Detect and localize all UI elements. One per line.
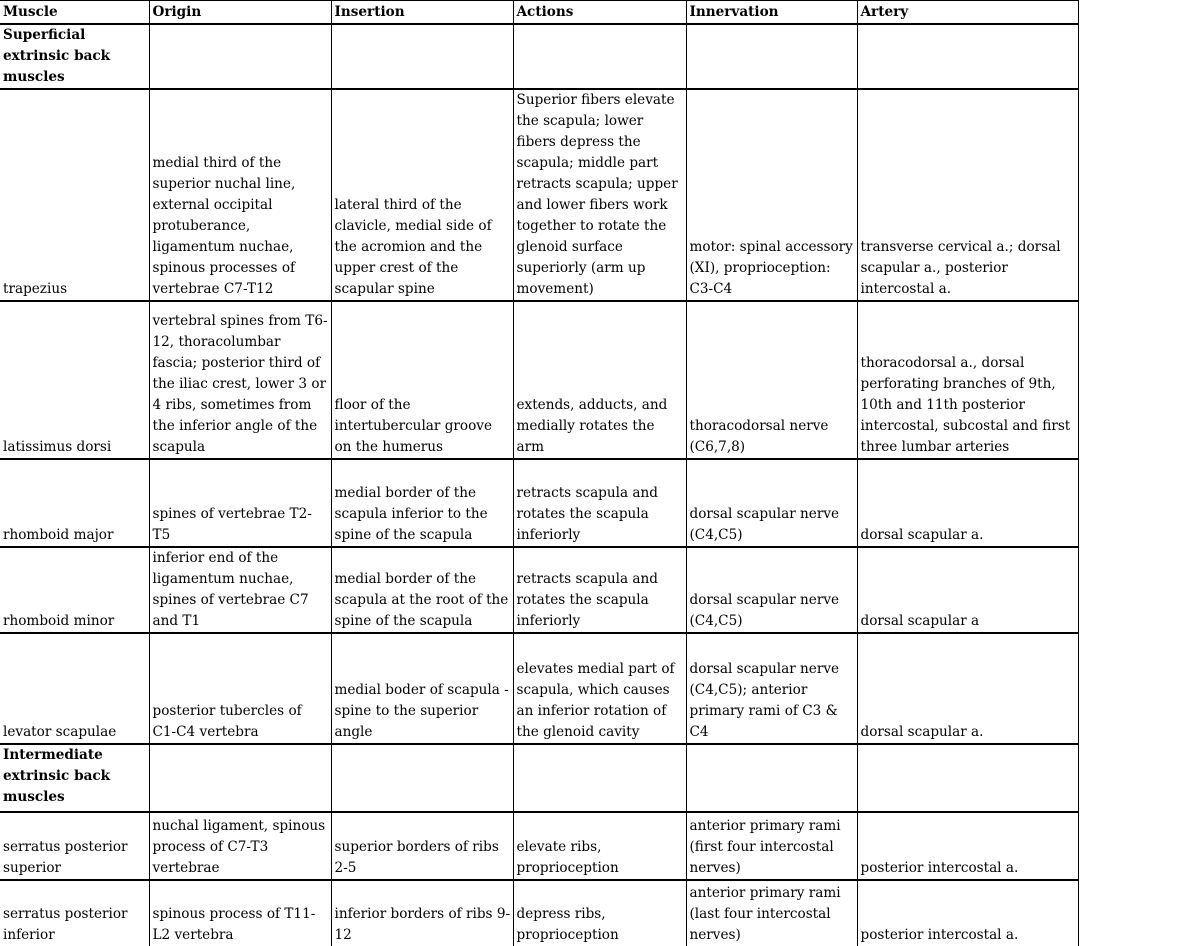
empty-cell (857, 744, 1078, 812)
cell-actions: elevate ribs, proprioception (513, 812, 686, 880)
cell-innervation: motor: spinal accessory (XI), proprioception: C3-C4 (686, 89, 857, 301)
cell-actions: extends, adducts, and medially rotates the arm (513, 301, 686, 459)
cell-insertion: medial boder of scapula - spine to the superior angle (331, 633, 513, 744)
cell-muscle: levator scapulae (0, 633, 149, 744)
empty-cell (149, 24, 331, 89)
cell-artery: thoracodorsal a., dorsal perforating branches of 9th, 10th and 11th posterior intercostal, subcostal and first three lumbar arteries (857, 301, 1078, 459)
empty-cell (686, 24, 857, 89)
table-row (0, 812, 1078, 880)
cell-innervation: anterior primary rami (first four intercostal nerves) (686, 812, 857, 880)
table-row (0, 301, 1078, 459)
cell-actions: Superior fibers elevate the scapula; lower fibers depress the scapula; middle part retracts scapula; upper and lower fibers work together to rotate the glenoid surface superiorly (arm up movement) (513, 89, 686, 301)
section-row-intermediate (0, 744, 1078, 812)
cell-insertion: lateral third of the clavicle, medial side of the acromion and the upper crest of the scapular spine (331, 89, 513, 301)
cell-innervation: dorsal scapular nerve (C4,C5) (686, 459, 857, 547)
cell-innervation: anterior primary rami (last four intercostal nerves) (686, 880, 857, 946)
cell-origin: posterior tubercles of C1-C4 vertebra (149, 633, 331, 744)
cell-insertion: superior borders of ribs 2-5 (331, 812, 513, 880)
table-row (0, 880, 1078, 946)
cell-origin: spines of vertebrae T2-T5 (149, 459, 331, 547)
empty-cell (331, 24, 513, 89)
cell-actions: retracts scapula and rotates the scapula inferiorly (513, 547, 686, 633)
table-row (0, 633, 1078, 744)
header-insertion: Insertion (331, 1, 513, 24)
cell-artery: dorsal scapular a (857, 547, 1078, 633)
empty-cell (857, 24, 1078, 89)
cell-artery: dorsal scapular a. (857, 633, 1078, 744)
empty-cell (513, 744, 686, 812)
empty-cell (331, 744, 513, 812)
cell-insertion: floor of the intertubercular groove on the humerus (331, 301, 513, 459)
empty-cell (686, 744, 857, 812)
section-row-superficial (0, 24, 1078, 89)
cell-muscle: serratus posterior superior (0, 812, 149, 880)
cell-origin: vertebral spines from T6-12, thoracolumbar fascia; posterior third of the iliac crest, lower 3 or 4 ribs, sometimes from the inferior angle of the scapula (149, 301, 331, 459)
cell-origin: medial third of the superior nuchal line, external occipital protuberance, ligamentum nuchae, spinous processes of vertebrae C7-T12 (149, 89, 331, 301)
cell-origin: spinous process of T11-L2 vertebra (149, 880, 331, 946)
cell-innervation: thoracodorsal nerve (C6,7,8) (686, 301, 857, 459)
cell-actions: elevates medial part of scapula, which causes an inferior rotation of the glenoid cavity (513, 633, 686, 744)
cell-muscle: rhomboid major (0, 459, 149, 547)
cell-origin: inferior end of the ligamentum nuchae, spines of vertebrae C7 and T1 (149, 547, 331, 633)
cell-innervation: dorsal scapular nerve (C4,C5); anterior primary rami of C3 & C4 (686, 633, 857, 744)
cell-artery: posterior intercostal a. (857, 812, 1078, 880)
table-row (0, 547, 1078, 633)
cell-actions: retracts scapula and rotates the scapula inferiorly (513, 459, 686, 547)
header-innervation: Innervation (686, 1, 857, 24)
cell-muscle: rhomboid minor (0, 547, 149, 633)
section-label-superficial: Superficial extrinsic back muscles (0, 24, 149, 89)
cell-artery: transverse cervical a.; dorsal scapular a., posterior intercostal a. (857, 89, 1078, 301)
table-row (0, 89, 1078, 301)
header-row (0, 1, 1078, 24)
cell-artery: dorsal scapular a. (857, 459, 1078, 547)
cell-insertion: medial border of the scapula inferior to the spine of the scapula (331, 459, 513, 547)
cell-innervation: dorsal scapular nerve (C4,C5) (686, 547, 857, 633)
table-row (0, 459, 1078, 547)
header-artery: Artery (857, 1, 1078, 24)
empty-cell (149, 744, 331, 812)
cell-actions: depress ribs, proprioception (513, 880, 686, 946)
cell-muscle: trapezius (0, 89, 149, 301)
header-origin: Origin (149, 1, 331, 24)
section-label-intermediate: Intermediate extrinsic back muscles (0, 744, 149, 812)
cell-origin: nuchal ligament, spinous process of C7-T3 vertebrae (149, 812, 331, 880)
cell-muscle: latissimus dorsi (0, 301, 149, 459)
cell-insertion: inferior borders of ribs 9-12 (331, 880, 513, 946)
cell-muscle: serratus posterior inferior (0, 880, 149, 946)
header-actions: Actions (513, 1, 686, 24)
cell-insertion: medial border of the scapula at the root of the spine of the scapula (331, 547, 513, 633)
cell-artery: posterior intercostal a. (857, 880, 1078, 946)
empty-cell (513, 24, 686, 89)
header-muscle: Muscle (0, 1, 149, 24)
